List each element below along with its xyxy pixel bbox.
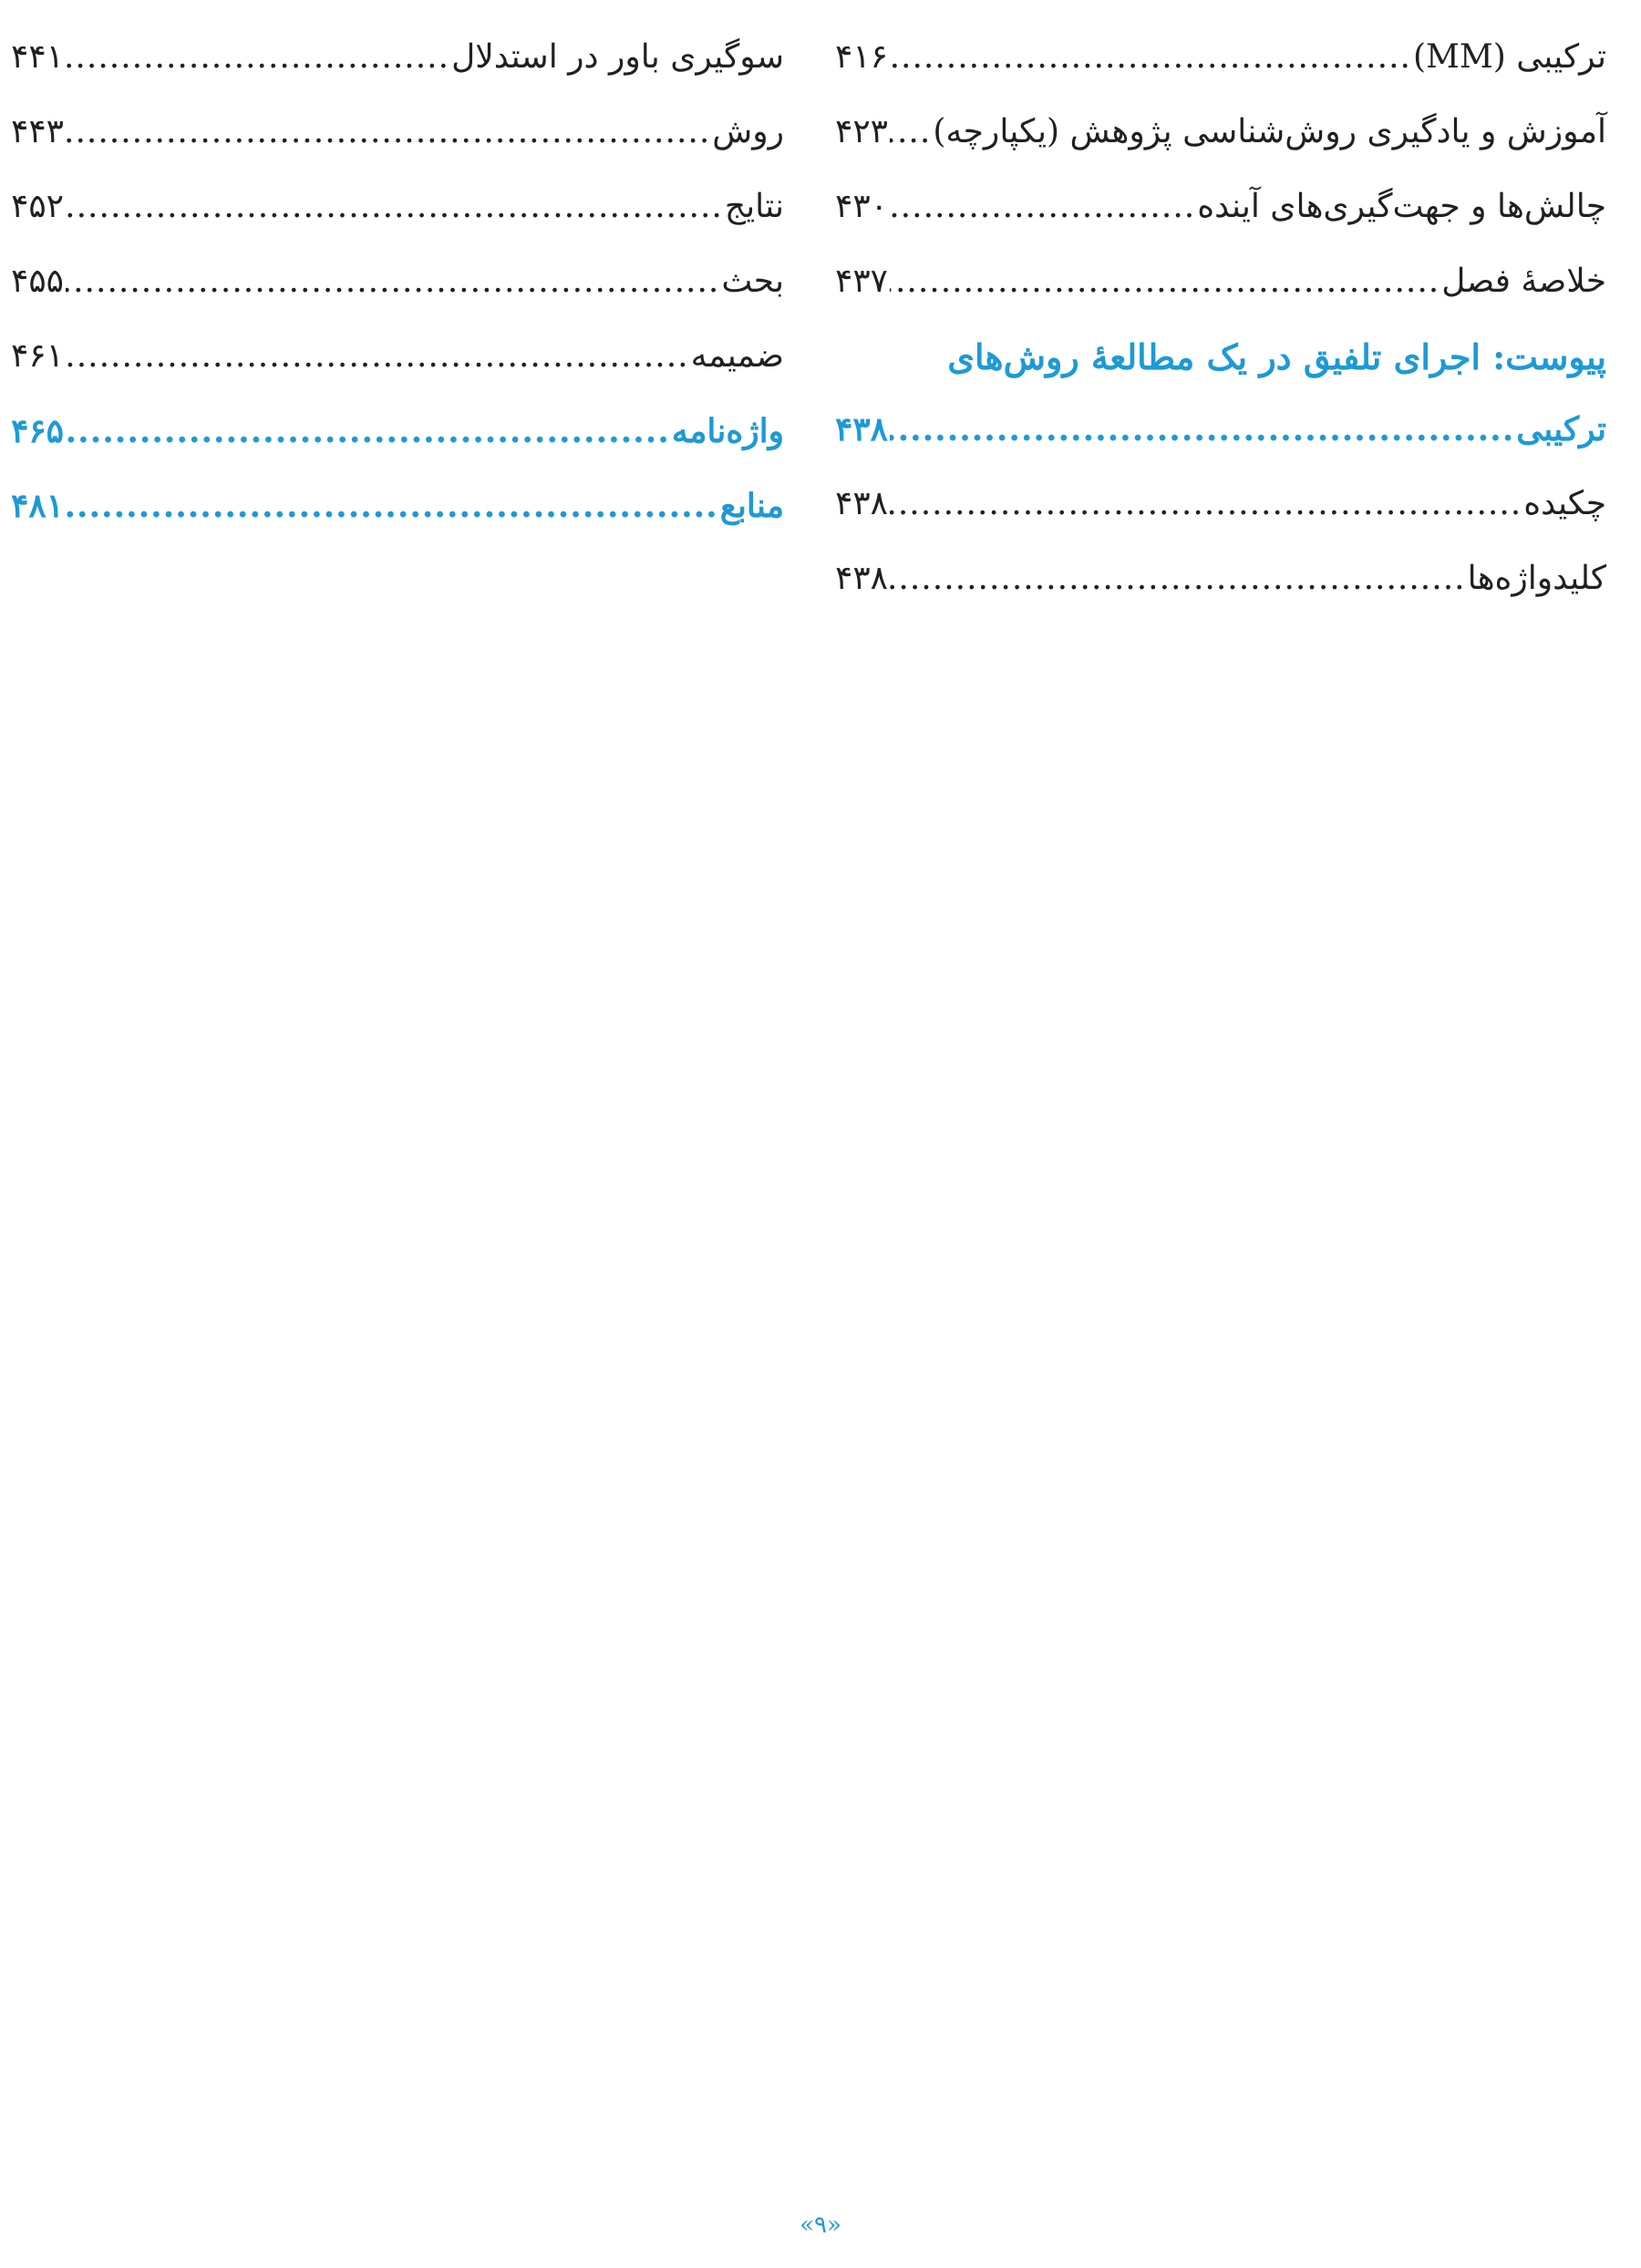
toc-entry[interactable] <box>835 20 1606 95</box>
toc-entry-title: منابع <box>719 487 784 525</box>
toc-entry-title: ترکیبی <box>1516 410 1606 448</box>
toc-entry-title: واژه‌نامه <box>671 412 784 450</box>
toc-leader-dots <box>890 541 1466 616</box>
toc-entry-page: ۴۳۸ <box>835 410 889 448</box>
toc-entry-title: روش <box>712 113 784 150</box>
toc-entry-glossary[interactable] <box>11 394 784 469</box>
toc-leader-dots <box>66 244 719 319</box>
toc-entry[interactable] <box>11 20 784 95</box>
toc-leader-dots <box>66 95 710 170</box>
toc-entry-title: خلاصهٔ فصل <box>1441 263 1606 300</box>
toc-entry-title: ترکیبی (MM) <box>1412 38 1606 76</box>
toc-entry-title: سوگیری باور در استدلال <box>451 38 784 76</box>
toc-entry[interactable] <box>835 541 1606 616</box>
toc-entry-title: کلیدواژه‌ها <box>1467 560 1606 597</box>
toc-left-column <box>11 20 784 543</box>
toc-leader-dots <box>66 394 670 469</box>
toc-leader-dots <box>890 170 1195 244</box>
toc-entry-page: ۴۴۳ <box>11 113 65 150</box>
toc-entry-page: ۴۸۱ <box>11 487 65 525</box>
toc-leader-dots <box>890 244 1440 319</box>
appendix-heading[interactable]: پیوست: اجرای تلفیق در یک مطالعهٔ روش‌های <box>947 336 1606 377</box>
toc-entry-title: ضمیمه <box>690 337 784 375</box>
toc-entry-page: ۴۳۸ <box>835 485 889 522</box>
toc-entry-page: ۴۶۱ <box>11 337 65 375</box>
toc-entry[interactable] <box>11 244 784 319</box>
toc-leader-dots <box>890 20 1411 95</box>
toc-entry-page: ۴۵۵ <box>11 263 65 300</box>
toc-leader-dots <box>66 20 449 95</box>
toc-entry-title: نتایج <box>724 188 784 225</box>
toc-entry-appendix[interactable] <box>835 392 1606 467</box>
toc-entry-page: ۴۴۱ <box>11 38 65 76</box>
toc-leader-dots <box>890 95 931 170</box>
toc-leader-dots <box>66 319 689 394</box>
toc-entry[interactable] <box>11 95 784 170</box>
toc-entry-page: ۴۳۰ <box>835 188 889 225</box>
toc-entry[interactable] <box>11 170 784 244</box>
toc-right-column <box>835 20 1606 616</box>
toc-leader-dots <box>66 469 718 543</box>
toc-entry-page: ۴۳۷ <box>835 263 889 300</box>
toc-leader-dots <box>66 170 723 244</box>
toc-entry[interactable] <box>835 170 1606 244</box>
toc-entry[interactable] <box>835 95 1606 170</box>
toc-entry-page: ۴۳۸ <box>835 560 889 597</box>
toc-entry-page: ۴۱۶ <box>835 38 889 76</box>
toc-entry-title: آموزش و یادگیری روش‌شناسی پژوهش (یکپارچه) <box>933 113 1606 150</box>
toc-entry-page: ۴۶۵ <box>11 412 65 450</box>
toc-entry-page: ۴۲۳ <box>835 113 889 150</box>
toc-entry-references[interactable] <box>11 469 784 543</box>
toc-leader-dots <box>890 392 1514 467</box>
toc-leader-dots <box>890 467 1522 541</box>
toc-entry-page: ۴۵۲ <box>11 188 65 225</box>
toc-entry[interactable] <box>835 244 1606 319</box>
page-number: «۹» <box>800 2211 841 2239</box>
toc-entry-title: چکیده <box>1523 485 1606 522</box>
toc-entry[interactable] <box>11 319 784 394</box>
toc-entry[interactable] <box>835 467 1606 541</box>
toc-entry-title: بحث <box>721 263 784 300</box>
toc-entry-title: چالش‌ها و جهت‌گیری‌های آینده <box>1197 188 1606 225</box>
